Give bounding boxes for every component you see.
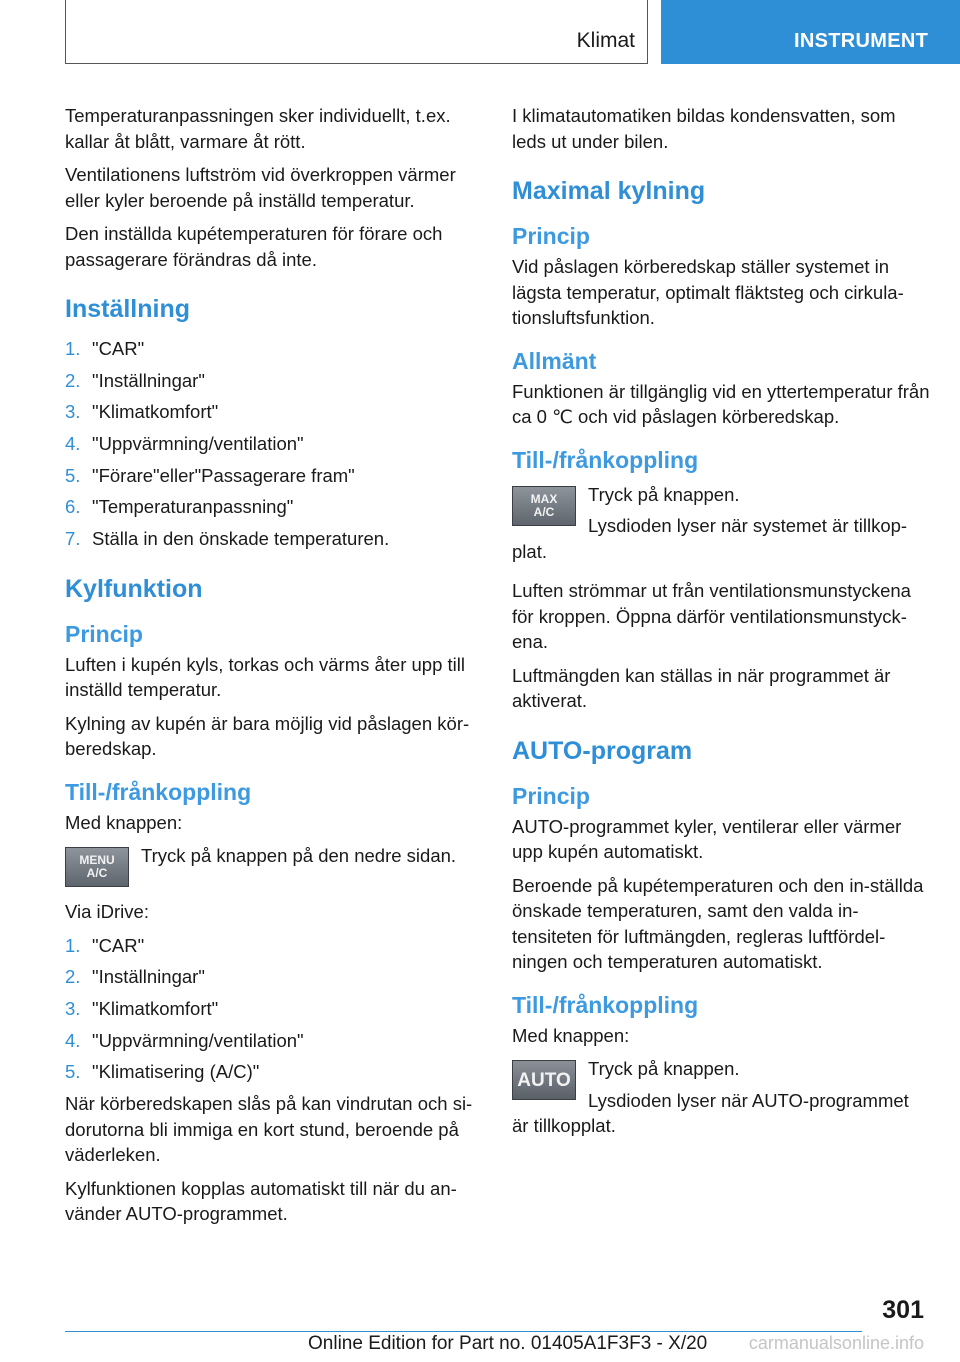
paragraph: Temperaturanpassningen sker individuellt, t.ex. kallar åt blått, varmare åt rött. (65, 105, 451, 152)
chapter-title: INSTRUMENT (794, 30, 929, 52)
paragraph: Lysdioden lyser när systemet är tillkop-plat. (512, 515, 908, 562)
page-number: 301 (882, 1296, 924, 1324)
menu-ac-button-icon: MENU A/C (65, 847, 129, 887)
paragraph: Med knappen: (65, 811, 183, 833)
paragraph: Tryck på knappen på den nedre sidan. (141, 845, 457, 867)
list-item: 5. "Förare"eller"Passagerare fram" (65, 464, 355, 486)
paragraph: Med knappen: (512, 1024, 630, 1046)
heading-kylfunktion: Kylfunktion (65, 574, 203, 603)
list-item: 1. "CAR" (65, 338, 145, 359)
auto-button-icon: AUTO (512, 1060, 576, 1100)
heading-till-frankoppling: Till-/frånkoppling (65, 778, 252, 805)
right-column (512, 103, 930, 1153)
paragraph: AUTO-programmet kyler, ventilerar eller värmer upp kupén automatiskt. (512, 815, 902, 862)
paragraph: Via iDrive: (65, 901, 149, 923)
paragraph: När körberedskapen slås på kan vindrutan och si-dorutorna bli immiga en kort stund, beroende på väderleken. (65, 1093, 473, 1166)
footer-edition: Online Edition for Part no. 01405A1F3F3 - X/20 (308, 1333, 708, 1354)
paragraph: Kylfunktionen kopplas automatiskt till när du an-vänder AUTO-programmet. (65, 1177, 457, 1225)
paragraph: I klimatautomatiken bildas kondensvatten, som leds ut under bilen. (512, 105, 896, 152)
heading-till-frankoppling: Till-/frånkoppling (512, 446, 699, 473)
steps-list (65, 933, 483, 1085)
heading-princip: Princip (65, 620, 143, 647)
heading-installning: Inställning (65, 295, 190, 323)
list-item: 1. "CAR" (65, 934, 145, 956)
paragraph: Beroende på kupétemperaturen och den in-ställda önskade temperaturen, samt den valda in-tensiteten för luftmängden, regleras luftfördel-ningen och temperaturen automatiskt. (512, 874, 924, 972)
paragraph: Luftmängden kan ställas in när programmet är aktiverat. (512, 664, 891, 711)
list-item: 4. "Uppvärmning/ventilation" (65, 433, 304, 455)
paragraph: Tryck på knappen. (588, 1058, 740, 1079)
paragraph: Luften strömmar ut från ventilationsmunstyckena för kroppen. Öppna därför ventilationsmunstyck-ena. (512, 580, 911, 652)
header-chapter-tab (661, 0, 960, 64)
max-ac-button-icon: MAX A/C (512, 486, 576, 526)
steps-list (65, 336, 483, 552)
list-item: 6. "Temperaturanpassning" (65, 496, 294, 518)
list-item: 5. "Klimatisering (A/C)" (65, 1061, 260, 1083)
list-item: 3. "Klimatkomfort" (65, 998, 219, 1019)
heading-till-frankoppling: Till-/frånkoppling (512, 991, 699, 1018)
button-instruction (512, 482, 930, 571)
list-item: 7. Ställa in den önskade temperaturen. (65, 528, 390, 550)
left-column (65, 103, 483, 1235)
list-item: 2. "Inställningar" (65, 369, 205, 391)
paragraph: Ventilationens luftström vid överkroppen värmer eller kyler beroende på inställd temperatur. (65, 164, 456, 211)
paragraph: Tryck på knappen. (588, 483, 740, 505)
header-section-box (65, 0, 648, 64)
heading-princip: Princip (512, 223, 590, 249)
heading-auto-program: AUTO-program (512, 736, 693, 765)
heading-allmant: Allmänt (512, 347, 597, 374)
list-item: 3. "Klimatkomfort" (65, 401, 219, 423)
paragraph: Funktionen är tillgänglig vid en yttertemperatur från ca 0 ℃ och vid påslagen körberedskap. (512, 380, 930, 427)
button-instruction (512, 1056, 930, 1145)
list-item: 4. "Uppvärmning/ventilation" (65, 1029, 304, 1051)
button-instruction (65, 843, 483, 891)
paragraph: Den inställda kupétemperaturen för förare och passagerare förändras då inte. (65, 223, 443, 270)
section-title: Klimat (576, 29, 635, 52)
list-item: 2. "Inställningar" (65, 966, 205, 988)
paragraph: Vid påslagen körberedskap ställer systemet in lägsta temperatur, optimalt fläktsteg och cirkula-tionsluftsfunktion. (512, 256, 904, 328)
paragraph: Lysdioden lyser när AUTO-programmet är tillkopplat. (512, 1089, 909, 1136)
heading-maximal-kylning: Maximal kylning (512, 177, 706, 205)
footer-divider (65, 1331, 862, 1332)
footer-watermark: carmanualsonline.info (748, 1333, 924, 1353)
paragraph: Luften i kupén kyls, torkas och värms åter upp till inställd temperatur. (65, 653, 465, 701)
heading-princip: Princip (512, 782, 590, 809)
paragraph: Kylning av kupén är bara möjlig vid påslagen kör-beredskap. (65, 712, 470, 760)
